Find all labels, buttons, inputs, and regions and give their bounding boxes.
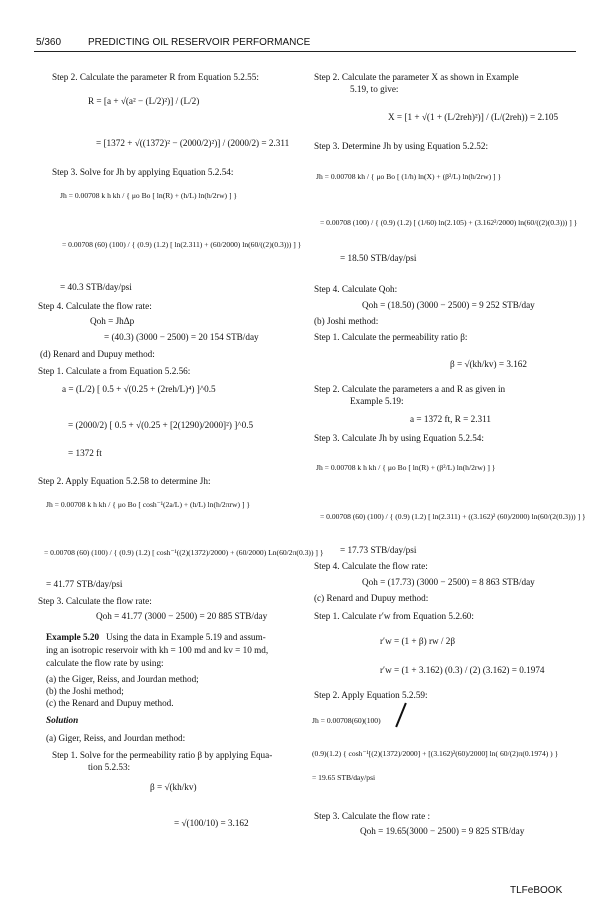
- right-b3-eq3: = 17.73 STB/day/psi: [340, 545, 417, 555]
- right-c2-eq2: (0.9)(1.2) { cosh⁻¹[(2)(1372)/2000] + [(3.162)²(60)/2000] ln( 60/(2)π(0.1974) ) }: [312, 749, 559, 758]
- right-b3-eq1: Jh = 0.00708 k h kh / { μo Bo [ ln(R) + (β²/L) ln(h/2rw) ] }: [316, 463, 496, 472]
- right-c2-eq1: Jh = 0.00708(60)(100): [312, 716, 381, 725]
- right-step3-eq3: = 18.50 STB/day/psi: [340, 253, 417, 263]
- footer-brand: TLFeBOOK: [510, 885, 563, 896]
- left-step4-eq1: Qoh = JhΔp: [90, 316, 135, 326]
- right-step3-eq2: = 0.00708 (100) / { (0.9) (1.2) [ (1/60) ln(2.105) + (3.162²/2000) ln(60/((2)(0.3))) ] }: [320, 218, 578, 227]
- solution-a1-title2: tion 5.2.53:: [88, 762, 131, 772]
- header-rule: [34, 51, 576, 52]
- left-d2-eq3: = 41.77 STB/day/psi: [46, 579, 123, 589]
- solution-heading: Solution: [46, 715, 79, 725]
- right-b2-title1: Step 2. Calculate the parameters a and R as given in: [314, 384, 506, 394]
- running-title: PREDICTING OIL RESERVOIR PERFORMANCE: [88, 37, 311, 48]
- left-d2-eq1: Jh = 0.00708 k h kh / { μo Bo [ cosh⁻¹(2a/L) + (h/L) ln(h/2πrw) ] }: [46, 500, 251, 509]
- left-d-title: (d) Renard and Dupuy method:: [40, 349, 155, 359]
- handwritten-slash-mark: [395, 703, 407, 728]
- right-step4-title: Step 4. Calculate Qoh:: [314, 284, 398, 294]
- left-step3-eq1: Jh = 0.00708 k h kh / { μo Bo [ ln(R) + (h/L) ln(h/2rw) ] }: [60, 191, 238, 200]
- right-c1-eq1: r′w = (1 + β) rw / 2β: [380, 636, 456, 646]
- right-b4-eq: Qoh = (17.73) (3000 − 2500) = 8 863 STB/day: [362, 577, 535, 587]
- right-c-title: (c) Renard and Dupuy method:: [314, 593, 429, 603]
- left-d1-eq3: = 1372 ft: [68, 448, 102, 458]
- right-step2-eq: X = [1 + √(1 + (L/2reh)²)] / (L/(2reh)) = 2.105: [388, 112, 559, 122]
- left-d1-eq2: = (2000/2) [ 0.5 + √(0.25 + [2(1290)/2000]²) ]^0.5: [68, 420, 254, 430]
- left-step3-eq2: = 0.00708 (60) (100) / { (0.9) (1.2) [ ln(2.311) + (60/2000) ln(60/((2)(0.3))) ] }: [62, 240, 302, 249]
- right-step2-title2: 5.19, to give:: [350, 84, 399, 94]
- left-d3-eq: Qoh = 41.77 (3000 − 2500) = 20 885 STB/day: [96, 611, 268, 621]
- left-step2-eq2: = [1372 + √((1372)² − (2000/2)²)] / (2000/2) = 2.311: [96, 138, 290, 148]
- right-step4-eq: Qoh = (18.50) (3000 − 2500) = 9 252 STB/day: [362, 300, 535, 310]
- left-step4-title: Step 4. Calculate the flow rate:: [38, 301, 152, 311]
- right-c2-title: Step 2. Apply Equation 5.2.59:: [314, 690, 428, 700]
- example-item-b: (b) the Joshi method;: [46, 686, 124, 696]
- solution-a-title: (a) Giger, Reiss, and Jourdan method:: [46, 733, 186, 743]
- example-item-c: (c) the Renard and Dupuy method.: [46, 698, 174, 708]
- right-b2-title2: Example 5.19:: [350, 396, 404, 406]
- right-b3-eq2: = 0.00708 (60) (100) / { (0.9) (1.2) [ ln(2.311) + ((3.162)² (60)/2000) ln(60/(2(0.3))) ] }: [320, 512, 586, 521]
- example-text-line1: [46, 632, 266, 644]
- example-text-line2: ing an isotropic reservoir with kh = 100 md and kv = 10 md,: [46, 645, 269, 655]
- example-item-a: (a) the Giger, Reiss, and Jourdan method;: [46, 674, 199, 684]
- right-step3-title: Step 3. Determine Jh by using Equation 5.2.52:: [314, 141, 489, 151]
- right-step3-eq1: Jh = 0.00708 kh / { μo Bo [ (1/h) ln(X) + (β²/L) ln(h/2rw) ] }: [316, 172, 502, 181]
- page-number: 5/360: [36, 37, 62, 48]
- left-step4-eq2: = (40.3) (3000 − 2500) = 20 154 STB/day: [104, 332, 259, 342]
- left-step2-eq1: R = [a + √(a² − (L/2)²)] / (L/2): [88, 96, 200, 106]
- solution-a1-eq2: = √(100/10) = 3.162: [174, 818, 249, 828]
- example-text1: Using the data in Example 5.19 and assum-: [105, 632, 266, 642]
- left-step3-eq3: = 40.3 STB/day/psi: [60, 282, 132, 292]
- right-c3-eq: Qoh = 19.65(3000 − 2500) = 9 825 STB/day: [360, 826, 525, 836]
- right-c2-eq3: = 19.65 STB/day/psi: [312, 773, 376, 782]
- right-b1-title: Step 1. Calculate the permeability ratio β:: [314, 332, 468, 342]
- solution-a1-eq1: β = √(kh/kv): [150, 782, 197, 792]
- left-d2-title: Step 2. Apply Equation 5.2.58 to determine Jh:: [38, 476, 211, 486]
- left-step2-title: Step 2. Calculate the parameter R from Equation 5.2.55:: [52, 72, 259, 82]
- solution-a1-title1: Step 1. Solve for the permeability ratio β by applying Equa-: [52, 750, 273, 760]
- left-step3-title: Step 3. Solve for Jh by applying Equation 5.2.54:: [52, 167, 234, 177]
- right-c3-title: Step 3. Calculate the flow rate :: [314, 811, 431, 821]
- right-b4-title: Step 4. Calculate the flow rate:: [314, 561, 428, 571]
- right-b2-eq: a = 1372 ft, R = 2.311: [410, 414, 491, 424]
- right-c1-eq2: r′w = (1 + 3.162) (0.3) / (2) (3.162) = 0.1974: [380, 665, 545, 675]
- example-heading: Example 5.20: [46, 632, 100, 642]
- right-b3-title: Step 3. Calculate Jh by using Equation 5.2.54:: [314, 433, 484, 443]
- right-c1-title: Step 1. Calculate r′w from Equation 5.2.60:: [314, 611, 474, 621]
- right-b-title: (b) Joshi method:: [314, 316, 379, 326]
- right-b1-eq: β = √(kh/kv) = 3.162: [450, 359, 527, 369]
- left-d2-eq2: = 0.00708 (60) (100) / { (0.9) (1.2) [ cosh⁻¹((2)(1372)/2000) + (60/2000) Ln(60/2π(0.3)) ] }: [44, 548, 324, 557]
- left-d1-eq1: a = (L/2) [ 0.5 + √(0.25 + (2reh/L)⁴) ]^0.5: [62, 384, 216, 394]
- left-d1-title: Step 1. Calculate a from Equation 5.2.56:: [38, 366, 191, 376]
- example-text-line3: calculate the flow rate by using:: [46, 658, 164, 668]
- right-step2-title1: Step 2. Calculate the parameter X as shown in Example: [314, 72, 519, 82]
- left-d3-title: Step 3. Calculate the flow rate:: [38, 596, 152, 606]
